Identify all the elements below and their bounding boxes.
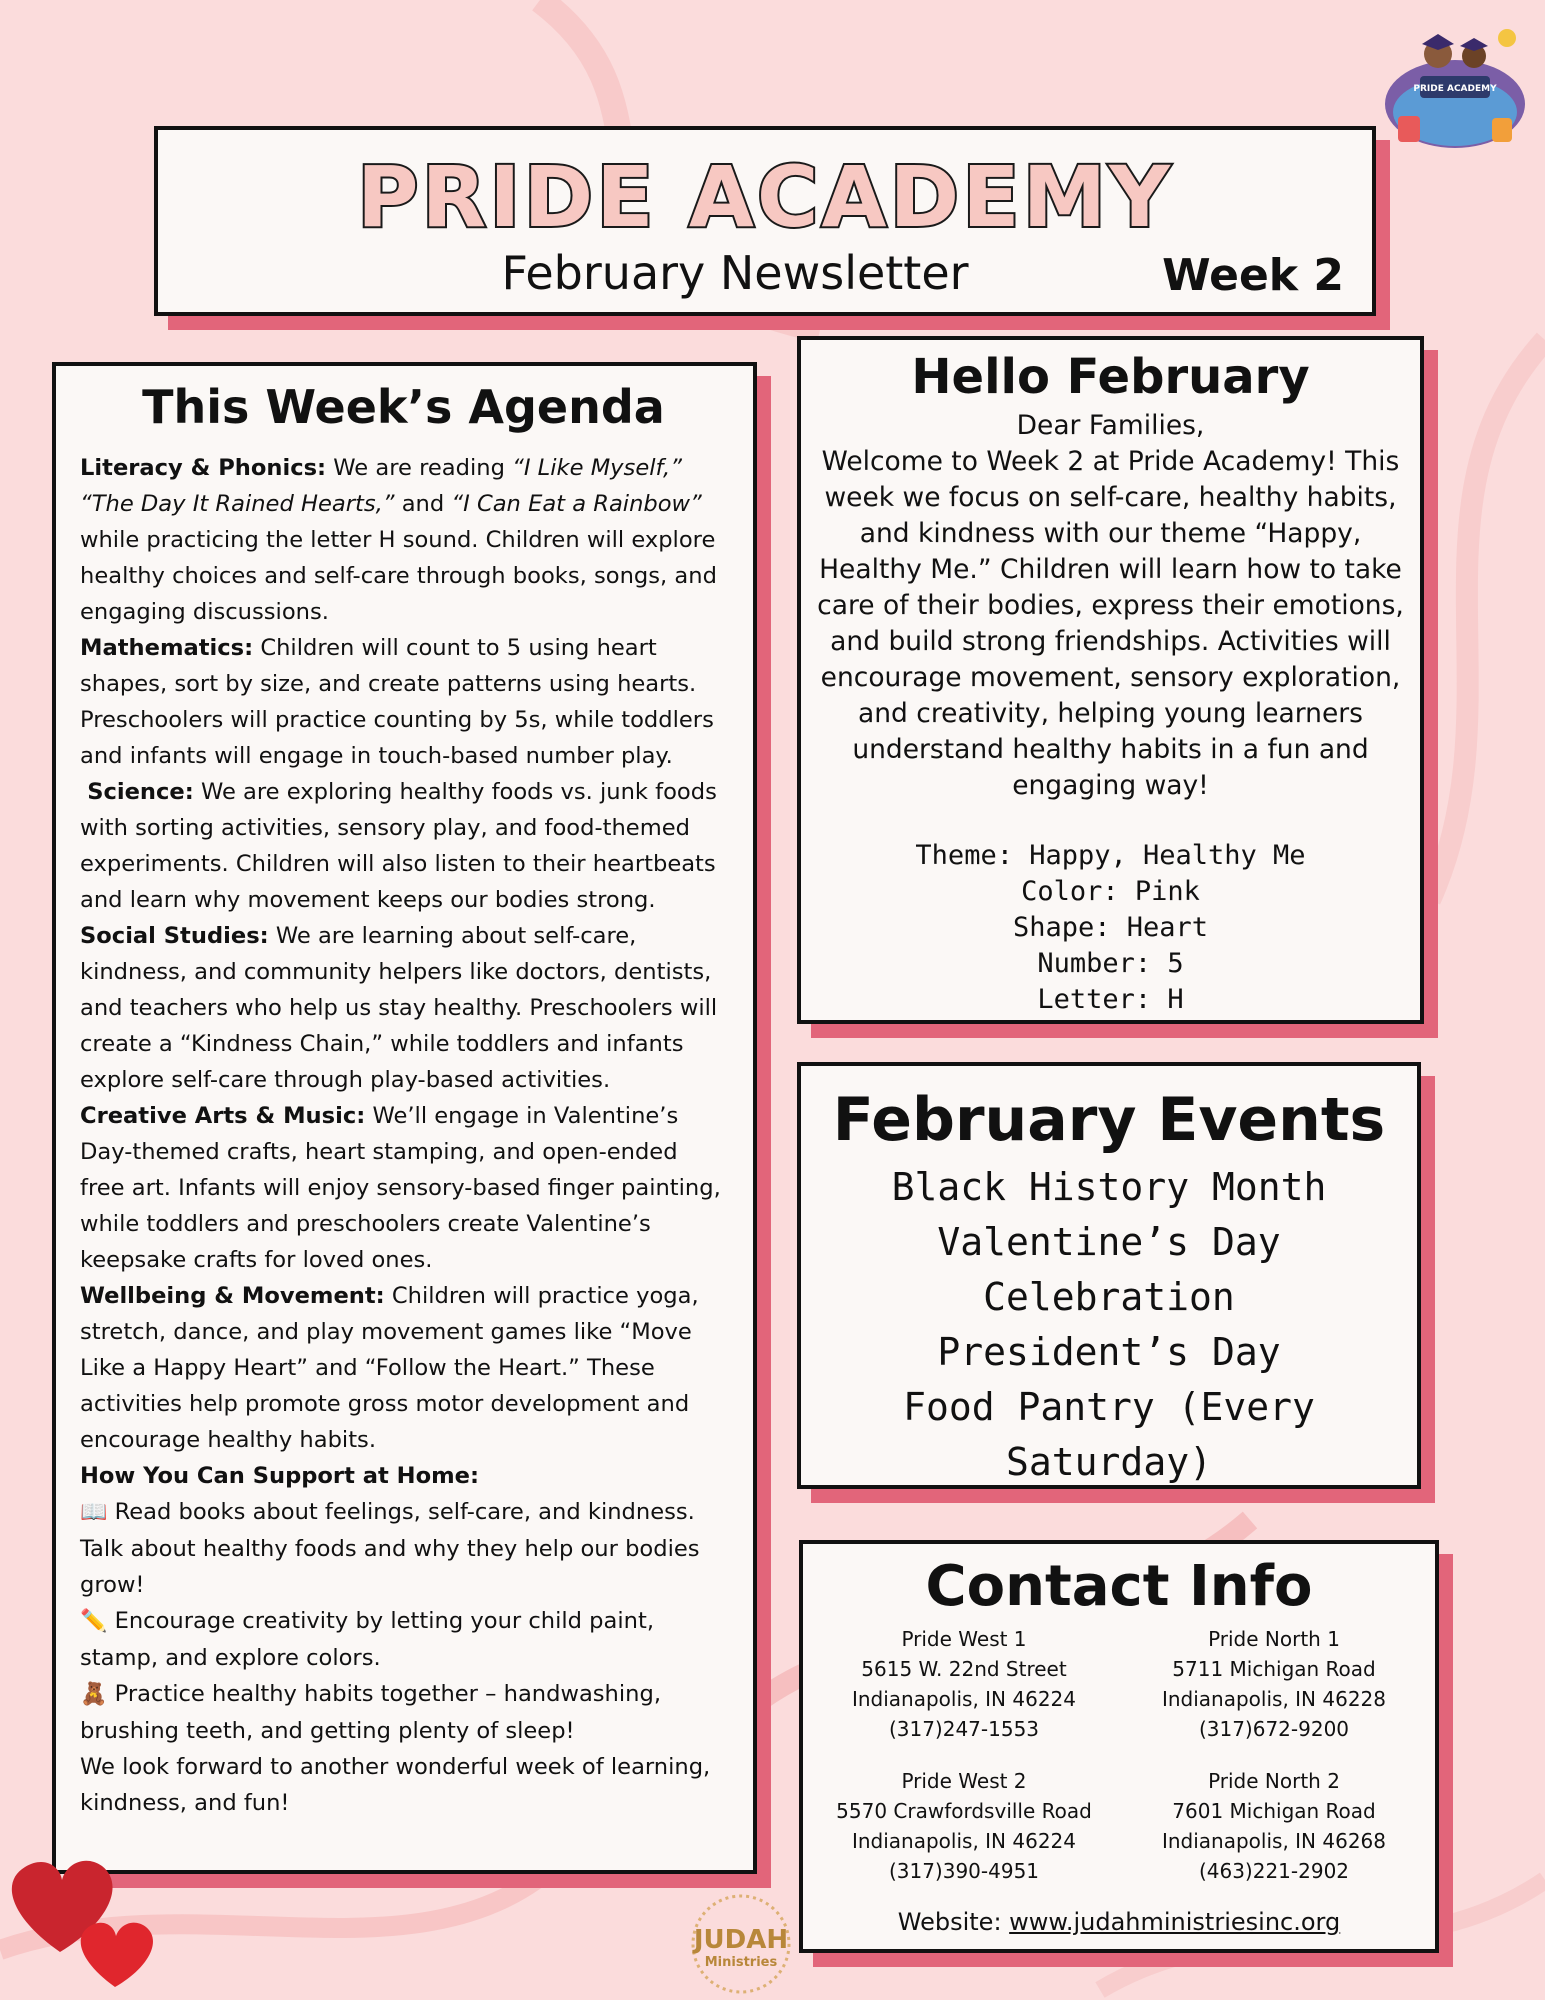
week-label: Week 2 — [1162, 250, 1344, 301]
shape-line: Shape: Heart — [1012, 912, 1209, 943]
location-pride-north-1: Pride North 1 5711 Michigan Road Indianapolis, IN 46228 (317)672-9200 — [1161, 1627, 1387, 1741]
support-item-books: 📖 Read books about feelings, self-care, and kindness. Talk about healthy foods and why they help our bodies grow! — [80, 1499, 700, 1598]
february-events-panel — [797, 1062, 1421, 1489]
location-pride-north-2: Pride North 2 7601 Michigan Road Indianapolis, IN 46268 (463)221-2902 — [1161, 1769, 1387, 1883]
agenda-title: This Week’s Agenda — [142, 380, 665, 434]
agenda-panel — [52, 362, 757, 1874]
agenda-literacy: Literacy & Phonics: We are reading “I Like Myself,” “The Day It Rained Hearts,” and “I Can Eat a Rainbow” while practicing the letter H sound. Children will explore healthy choices and self-care through books, songs, and engaging discussions. — [80, 455, 717, 625]
agenda-creative-arts: Creative Arts & Music: We’ll engage in Valentine’s Day-themed crafts, heart stamping, and open-ended free art. Infants will enjoy sensory-based finger painting, while toddlers and preschoolers create Valentine’s keepsake crafts for loved ones. — [80, 1103, 721, 1273]
number-line: Number: 5 — [1037, 948, 1184, 979]
hello-february-panel — [797, 336, 1424, 1024]
hello-body: Welcome to Week 2 at Pride Academy! This week we focus on self-care, healthy habits, and kindness with our theme “Happy, Healthy Me.” Children will learn how to take care of their bodies, express their emotions, and build strong friendships. Activities will encourage movement, sensory exploration, and creativity, helping young learners understand healthy habits in a fun and engaging way! — [817, 446, 1404, 801]
contact-info-panel — [799, 1540, 1439, 1953]
event-item: President’s Day — [937, 1330, 1281, 1374]
teddy-bear-icon: 🧸 — [80, 1682, 108, 1707]
svg-text:PRIDE ACADEMY: PRIDE ACADEMY — [1413, 84, 1497, 94]
website-link[interactable]: www.judahministriesinc.org — [1009, 1908, 1341, 1936]
support-title: How You Can Support at Home: — [80, 1463, 479, 1489]
support-closing: We look forward to another wonderful week of learning, kindness, and fun! — [80, 1754, 711, 1816]
support-item-habits: 🧸 Practice healthy habits together – handwashing, brushing teeth, and getting plenty of sleep! — [80, 1681, 661, 1744]
svg-text:JUDAH: JUDAH — [693, 1925, 789, 1955]
agenda-science: Science: We are exploring healthy foods vs. junk foods with sorting activities, sensory play, and food-themed experiments. Children will also listen to their heartbeats and learn why movement keeps our bodies strong. — [80, 779, 717, 913]
event-item: Valentine’s Day Celebration — [937, 1220, 1281, 1319]
heart-icon — [0, 1822, 180, 1992]
pencil-icon: ✏️ — [80, 1609, 108, 1634]
hello-greeting: Dear Families, — [1016, 410, 1205, 441]
newsletter-header — [154, 126, 1376, 316]
svg-text:Ministries: Ministries — [704, 1955, 778, 1970]
location-pride-west-1: Pride West 1 5615 W. 22nd Street Indianapolis, IN 46224 (317)247-1553 — [851, 1627, 1077, 1741]
pride-academy-logo — [1382, 16, 1528, 152]
theme-line: Theme: Happy, Healthy Me — [915, 840, 1306, 871]
agenda-wellbeing: Wellbeing & Movement: Children will practice yoga, stretch, dance, and play movement games like “Move Like a Happy Heart” and “Follow the Heart.” These activities help promote gross motor development and encourage healthy habits. — [80, 1283, 699, 1453]
agenda-math: Mathematics: Children will count to 5 using heart shapes, sort by size, and create patterns using hearts. Preschoolers will practice counting by 5s, while toddlers and infants will engage in touch-based number play. — [80, 635, 714, 769]
book-icon: 📖 — [80, 1500, 108, 1525]
support-item-creativity: ✏️ Encourage creativity by letting your child paint, stamp, and explore colors. — [80, 1608, 655, 1671]
color-line: Color: Pink — [1021, 876, 1200, 907]
website-line: Website: www.judahministriesinc.org — [897, 1908, 1341, 1936]
events-title: February Events — [832, 1085, 1386, 1155]
event-item: Food Pantry (Every Saturday) — [903, 1385, 1315, 1484]
event-item: Black History Month — [891, 1165, 1327, 1209]
agenda-social-studies: Social Studies: We are learning about self-care, kindness, and community helpers like doctors, dentists, and teachers who help us stay healthy. Preschoolers will create a “Kindness Chain,” while toddlers and infants explore self-care through play-based activities. — [80, 923, 718, 1093]
location-pride-west-2: Pride West 2 5570 Crawfordsville Road Indianapolis, IN 46224 (317)390-4951 — [836, 1769, 1092, 1883]
contact-title: Contact Info — [925, 1554, 1313, 1619]
school-title: PRIDE ACADEMY — [356, 148, 1174, 246]
hello-title: Hello February — [911, 349, 1310, 405]
letter-line: Letter: H — [1037, 984, 1184, 1015]
judah-ministries-logo — [676, 1888, 806, 2000]
newsletter-subtitle: February Newsletter — [501, 246, 969, 300]
